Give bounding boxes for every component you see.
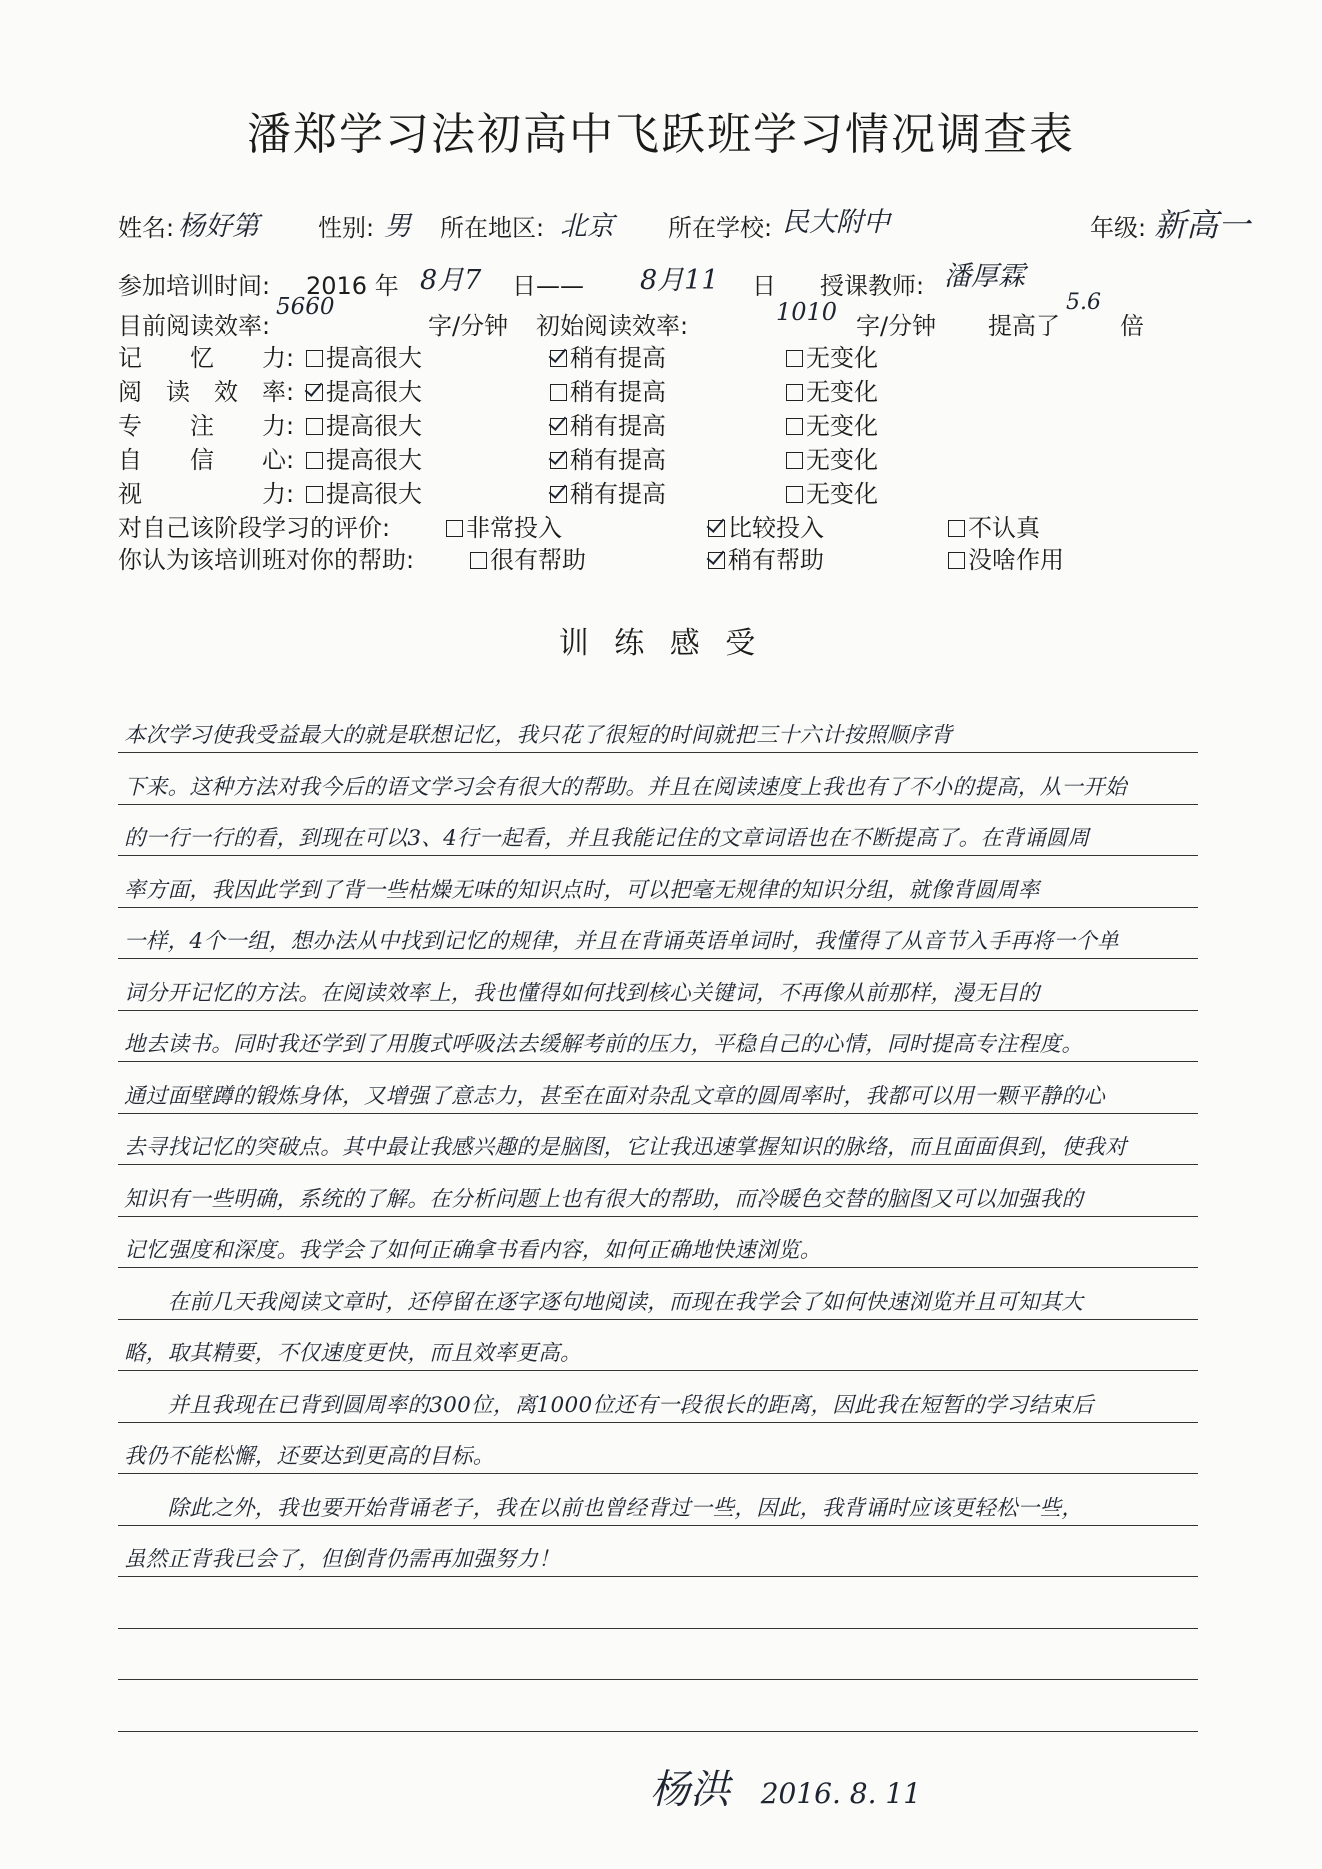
self-eval-label: 对自己该阶段学习的评价: xyxy=(118,514,391,542)
self-eval-option[interactable] xyxy=(948,508,1040,543)
checkbox-icon[interactable] xyxy=(306,418,323,435)
initial-eff-unit: 字/分钟 xyxy=(856,312,937,340)
teacher-value[interactable]: 潘厚霖 xyxy=(944,261,1025,292)
checked-box-icon[interactable] xyxy=(708,520,725,537)
self-eval-option-label: 不认真 xyxy=(968,514,1040,542)
rating-option-label: 稍有提高 xyxy=(570,480,666,508)
checkbox-icon[interactable] xyxy=(786,418,803,435)
grade-value[interactable]: 新高一 xyxy=(1154,206,1251,244)
ruled-line xyxy=(118,1267,1198,1268)
self-eval-option[interactable] xyxy=(708,508,824,543)
rating-option[interactable] xyxy=(550,372,666,407)
signature-date: 2016. 8. 11 xyxy=(760,1777,922,1810)
page-title: 潘郑学习法初高中飞跃班学习情况调查表 xyxy=(247,109,1075,160)
rating-option-label: 稍有提高 xyxy=(570,344,666,372)
current-eff-unit: 字/分钟 xyxy=(428,312,509,340)
ruled-line xyxy=(118,1113,1198,1114)
rating-option-label: 无变化 xyxy=(806,412,878,440)
ruled-line xyxy=(118,1061,1198,1062)
checked-box-icon[interactable] xyxy=(306,384,323,401)
rating-option-label: 稍有提高 xyxy=(570,378,666,406)
rating-option[interactable] xyxy=(550,406,666,441)
rating-label: 记 忆 力: xyxy=(118,344,295,372)
improve-value[interactable]: 5.6 xyxy=(1066,290,1101,315)
essay-line: 在前几天我阅读文章时，还停留在逐字逐句地阅读，而现在我学会了如何快速浏览并且可知其大 xyxy=(124,1290,1084,1315)
rating-option[interactable] xyxy=(550,338,666,373)
checkbox-icon[interactable] xyxy=(786,486,803,503)
essay-line: 的一行一行的看，到现在可以3、4行一起看，并且我能记住的文章词语也在不断提高了。在背诵圆周 xyxy=(124,826,1090,851)
help-eval-label: 你认为该培训班对你的帮助: xyxy=(118,546,415,574)
essay-line: 虽然正背我已会了，但倒背仍需再加强努力！ xyxy=(124,1547,561,1572)
help-eval-option[interactable] xyxy=(948,540,1064,575)
essay-line: 本次学习使我受益最大的就是联想记忆，我只花了很短的时间就把三十六计按照顺序背 xyxy=(124,723,953,748)
checkbox-icon[interactable] xyxy=(306,452,323,469)
rating-option[interactable] xyxy=(786,440,878,475)
grade-label: 年级: xyxy=(1090,214,1147,242)
ruled-line xyxy=(118,1422,1198,1423)
checkbox-icon[interactable] xyxy=(786,452,803,469)
rating-label: 专 注 力: xyxy=(118,412,295,440)
essay-line: 略，取其精要，不仅速度更快，而且效率更高。 xyxy=(124,1341,582,1366)
checked-box-icon[interactable] xyxy=(550,452,567,469)
rating-option-label: 无变化 xyxy=(806,480,878,508)
rating-option-label: 无变化 xyxy=(806,446,878,474)
ruled-line xyxy=(118,1164,1198,1165)
school-label: 所在学校: xyxy=(668,214,773,242)
rating-label: 阅 读 效 率: xyxy=(118,378,295,406)
rating-option-label: 提高很大 xyxy=(326,412,422,440)
checked-box-icon[interactable] xyxy=(550,350,567,367)
self-eval-option-label: 比较投入 xyxy=(728,514,824,542)
checked-box-icon[interactable] xyxy=(550,486,567,503)
ruled-line xyxy=(118,1216,1198,1217)
help-eval-option-label: 没啥作用 xyxy=(968,546,1064,574)
rating-option[interactable] xyxy=(550,474,666,509)
rating-option[interactable] xyxy=(786,406,878,441)
essay-line: 知识有一些明确，系统的了解。在分析问题上也有很大的帮助，而冷暖色交替的脑图又可以加强我的 xyxy=(124,1187,1084,1212)
self-eval-option-label: 非常投入 xyxy=(466,514,562,542)
ruled-line xyxy=(118,1010,1198,1011)
essay-line: 除此之外，我也要开始背诵老子，我在以前也曾经背过一些，因此，我背诵时应该更轻松一些， xyxy=(124,1496,1084,1521)
checkbox-icon[interactable] xyxy=(446,520,463,537)
rating-option-label: 稍有提高 xyxy=(570,412,666,440)
ruled-line xyxy=(118,1370,1198,1371)
ruled-line xyxy=(118,907,1198,908)
current-eff-label: 目前阅读效率: xyxy=(118,312,271,340)
improve-label: 提高了 xyxy=(988,312,1060,340)
name-label: 姓名: xyxy=(118,214,175,242)
checkbox-icon[interactable] xyxy=(550,384,567,401)
rating-option[interactable] xyxy=(786,474,878,509)
help-eval-option-label: 很有帮助 xyxy=(490,546,586,574)
checkbox-icon[interactable] xyxy=(306,350,323,367)
school-value[interactable]: 民大附中 xyxy=(782,207,890,238)
checkbox-icon[interactable] xyxy=(948,520,965,537)
period-year: 2016 年 xyxy=(306,272,399,300)
rating-option[interactable] xyxy=(786,372,878,407)
period-start[interactable]: 8月7 xyxy=(420,265,482,296)
rating-option[interactable] xyxy=(306,338,422,373)
essay-line: 率方面，我因此学到了背一些枯燥无味的知识点时，可以把毫无规律的知识分组，就像背圆周率 xyxy=(124,878,1040,903)
initial-eff-value[interactable]: 1010 xyxy=(776,298,838,326)
help-eval-option[interactable] xyxy=(470,540,586,575)
rating-option-label: 提高很大 xyxy=(326,480,422,508)
ruled-line xyxy=(118,1319,1198,1320)
essay-line: 下来。这种方法对我今后的语文学习会有很大的帮助。并且在阅读速度上我也有了不小的提高，从一开始 xyxy=(124,775,1127,800)
ruled-line xyxy=(118,804,1198,805)
essay-line: 去寻找记忆的突破点。其中最让我感兴趣的是脑图，它让我迅速掌握知识的脉络，而且面面俱到，使我对 xyxy=(124,1135,1127,1160)
essay-line: 我仍不能松懈，还要达到更高的目标。 xyxy=(124,1444,495,1469)
region-label: 所在地区: xyxy=(440,214,545,242)
rating-option-label: 提高很大 xyxy=(326,378,422,406)
ruled-line xyxy=(118,1576,1198,1577)
self-eval-option[interactable] xyxy=(446,508,562,543)
essay-line: 一样，4个一组，想办法从中找到记忆的规律，并且在背诵英语单词时，我懂得了从音节入手再将一个单 xyxy=(124,929,1119,954)
gender-label: 性别: xyxy=(318,214,375,242)
initial-eff-label: 初始阅读效率: xyxy=(536,312,689,340)
checkbox-icon[interactable] xyxy=(948,552,965,569)
rating-option[interactable] xyxy=(306,474,422,509)
rating-option[interactable] xyxy=(306,440,422,475)
rating-option[interactable] xyxy=(306,372,422,407)
rating-label: 视 力: xyxy=(118,480,295,508)
rating-option-label: 提高很大 xyxy=(326,344,422,372)
ruled-line xyxy=(118,958,1198,959)
section-title: 训 练 感 受 xyxy=(558,626,764,661)
teacher-label: 授课教师: xyxy=(820,272,925,300)
checkbox-icon[interactable] xyxy=(786,350,803,367)
help-eval-option[interactable] xyxy=(708,540,824,575)
period-label: 参加培训时间: xyxy=(118,272,271,300)
essay-line: 记忆强度和深度。我学会了如何正确拿书看内容，如何正确地快速浏览。 xyxy=(124,1238,822,1263)
essay-line: 通过面壁蹲的锻炼身体，又增强了意志力，甚至在面对杂乱文章的圆周率时，我都可以用一颗平静的心 xyxy=(124,1084,1106,1109)
rating-option[interactable] xyxy=(786,338,878,373)
name-value[interactable]: 杨好第 xyxy=(178,211,259,242)
rating-label: 自 信 心: xyxy=(118,446,295,474)
period-day: 日 xyxy=(752,272,776,300)
period-dash: 日—— xyxy=(512,272,584,300)
current-eff-value[interactable]: 5660 xyxy=(276,294,335,320)
rating-option-label: 提高很大 xyxy=(326,446,422,474)
ruled-line xyxy=(118,1628,1198,1629)
signature xyxy=(650,1758,921,1815)
ruled-line xyxy=(118,1731,1198,1732)
help-eval-option-label: 稍有帮助 xyxy=(728,546,824,574)
ruled-line xyxy=(118,1473,1198,1474)
checkbox-icon[interactable] xyxy=(306,486,323,503)
region-value[interactable]: 北京 xyxy=(560,211,614,242)
essay-line: 词分开记忆的方法。在阅读效率上，我也懂得如何找到核心关键词，不再像从前那样，漫无目的 xyxy=(124,981,1040,1006)
essay-line: 并且我现在已背到圆周率的300位，离1000位还有一段很长的距离，因此我在短暂的学习结束后 xyxy=(124,1393,1094,1418)
checked-box-icon[interactable] xyxy=(708,552,725,569)
rating-option-label: 无变化 xyxy=(806,378,878,406)
gender-value[interactable]: 男 xyxy=(384,211,411,242)
rating-option-label: 无变化 xyxy=(806,344,878,372)
checkbox-icon[interactable] xyxy=(786,384,803,401)
period-end[interactable]: 8月11 xyxy=(640,265,719,296)
checkbox-icon[interactable] xyxy=(470,552,487,569)
checked-box-icon[interactable] xyxy=(550,418,567,435)
improve-unit: 倍 xyxy=(1120,312,1144,340)
ruled-line xyxy=(118,1679,1198,1680)
rating-option-label: 稍有提高 xyxy=(570,446,666,474)
ruled-line xyxy=(118,855,1198,856)
rating-option[interactable] xyxy=(306,406,422,441)
ruled-line xyxy=(118,752,1198,753)
ruled-line xyxy=(118,1525,1198,1526)
signature-name: 杨洪 xyxy=(650,1767,730,1813)
rating-option[interactable] xyxy=(550,440,666,475)
essay-line: 地去读书。同时我还学到了用腹式呼吸法去缓解考前的压力，平稳自己的心情，同时提高专注程度。 xyxy=(124,1032,1084,1057)
